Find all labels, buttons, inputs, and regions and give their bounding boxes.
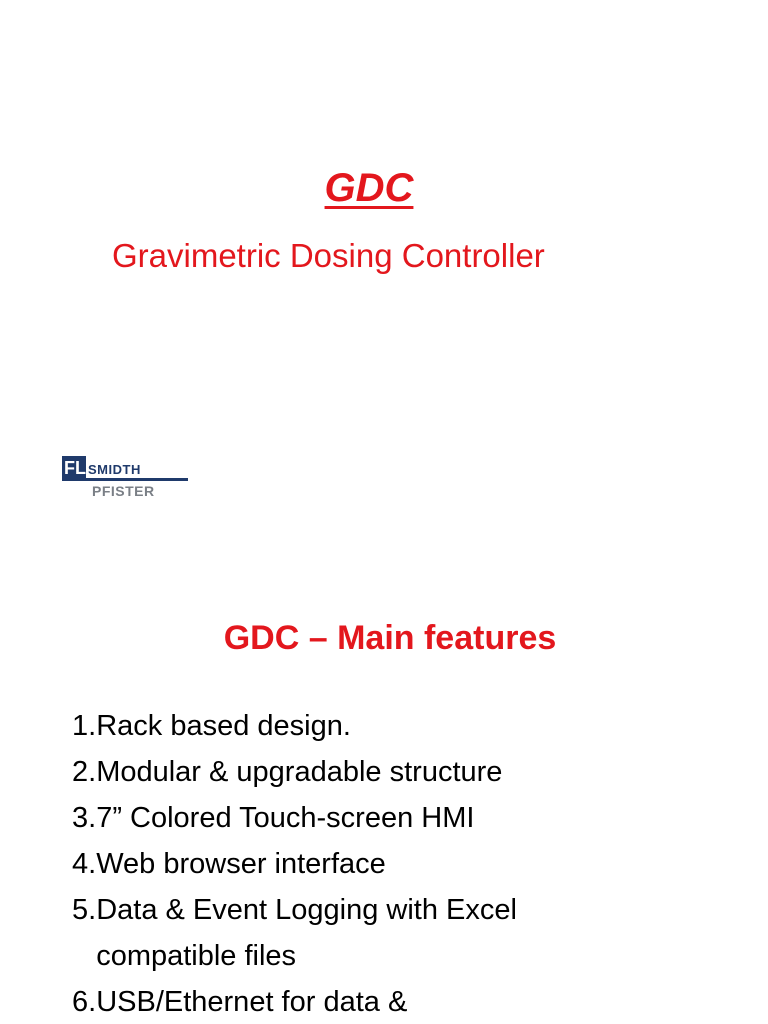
feature-number: 2. <box>72 756 97 788</box>
logo-fl-text: FL <box>64 458 86 478</box>
flsmidth-pfister-logo <box>62 454 192 502</box>
logo-graphic <box>62 454 192 502</box>
feature-number: 6. <box>72 986 97 1018</box>
feature-text: Modular & upgradable structure <box>96 756 503 788</box>
feature-number: 3. <box>72 802 97 834</box>
feature-item <box>72 703 716 749</box>
feature-item <box>72 749 716 795</box>
feature-number: 4. <box>72 848 97 880</box>
feature-item <box>72 979 716 1024</box>
feature-text: Rack based design. <box>96 710 351 742</box>
feature-number: 5. <box>72 894 97 926</box>
feature-text: USB/Ethernet for data & <box>96 986 408 1018</box>
feature-number: 1. <box>72 710 97 742</box>
feature-list <box>72 703 716 1024</box>
feature-item <box>72 841 716 887</box>
logo-smidth-text: SMIDTH <box>88 462 141 477</box>
feature-item <box>72 795 716 841</box>
page-title: GDC <box>324 166 414 210</box>
feature-text: 7” Colored Touch-screen HMI <box>96 802 475 834</box>
feature-text: Web browser interface <box>96 848 386 880</box>
features-heading: GDC – Main features <box>223 619 557 657</box>
logo-divider <box>62 478 188 481</box>
logo-pfister-text: PFISTER <box>92 483 155 499</box>
feature-text: Data & Event Logging with Excel compatible files <box>96 894 517 972</box>
feature-item <box>72 887 716 979</box>
page-subtitle: Gravimetric Dosing Controller <box>112 237 545 274</box>
